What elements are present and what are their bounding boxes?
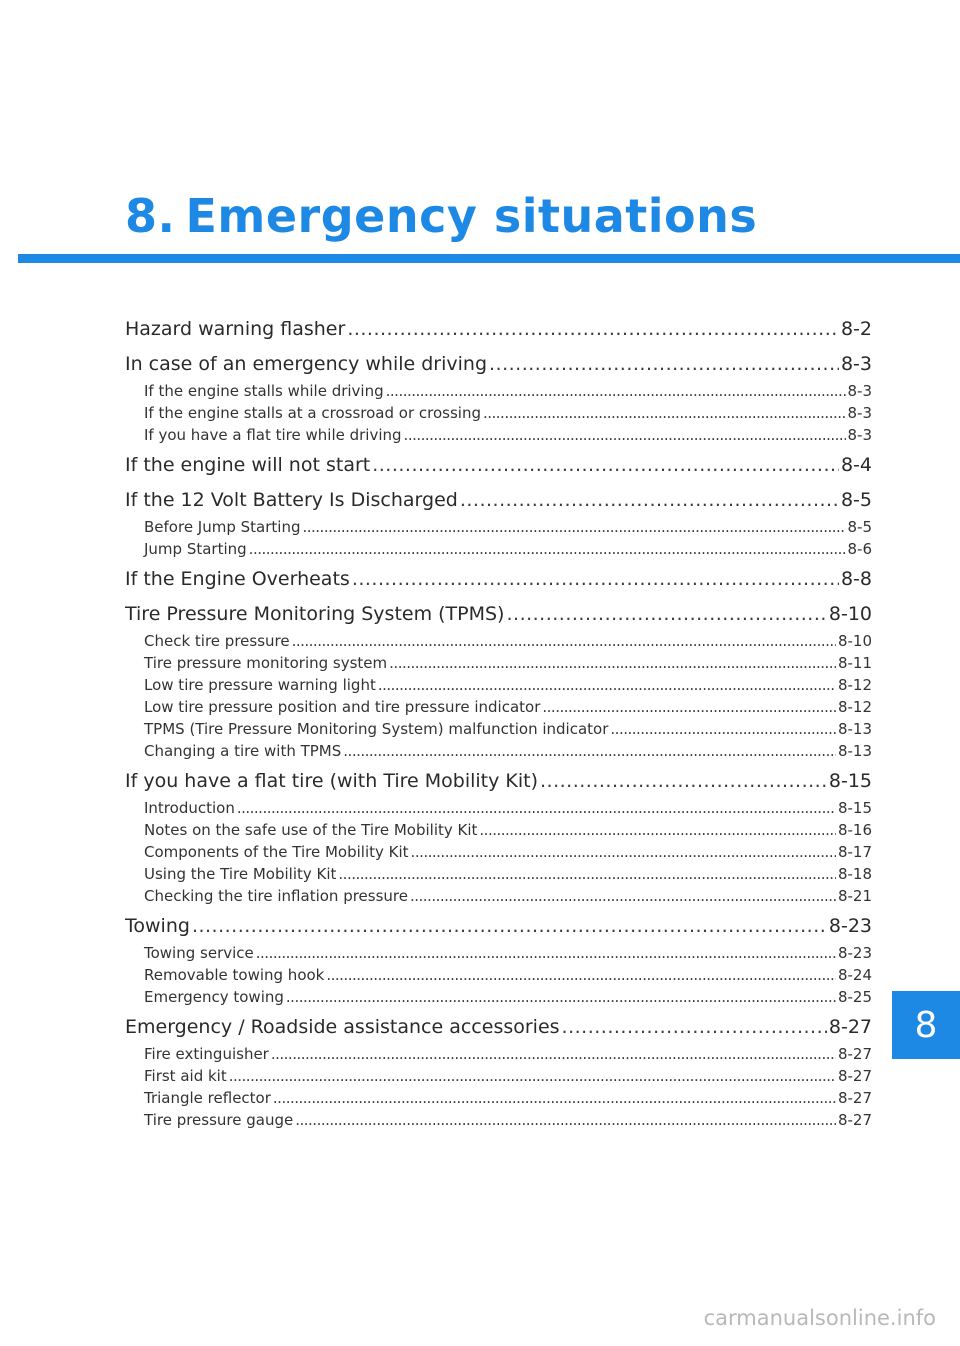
toc-subentry-page: 8-24 bbox=[837, 966, 872, 984]
toc-section bbox=[125, 485, 872, 560]
toc-entry-page: 8-15 bbox=[828, 770, 872, 792]
toc-subentry-page: 8-3 bbox=[847, 404, 872, 422]
toc-entry-page: 8-23 bbox=[828, 915, 872, 937]
toc-section bbox=[125, 1012, 872, 1131]
toc-leader-dots bbox=[229, 1065, 836, 1087]
toc-subentry-label: Changing a tire with TPMS bbox=[144, 742, 342, 760]
toc-subentry-label: Removable towing hook bbox=[144, 966, 325, 984]
toc-entry-label: Hazard warning flasher bbox=[125, 318, 346, 340]
toc-subentry-label: Fire extinguisher bbox=[144, 1045, 269, 1063]
toc-entry-page: 8-27 bbox=[828, 1016, 872, 1038]
toc-subentry-label: Before Jump Starting bbox=[144, 518, 301, 536]
toc-subentry[interactable] bbox=[125, 1087, 872, 1109]
toc-entry-page: 8-3 bbox=[840, 353, 872, 375]
toc-leader-dots bbox=[404, 424, 846, 446]
toc-subentry[interactable] bbox=[125, 538, 872, 560]
toc-subentry-page: 8-3 bbox=[847, 426, 872, 444]
toc-subentry[interactable] bbox=[125, 652, 872, 674]
toc-subentry-page: 8-13 bbox=[837, 742, 872, 760]
toc-leader-dots bbox=[389, 652, 836, 674]
toc-leader-dots bbox=[562, 1012, 827, 1043]
toc-subentry-label: First aid kit bbox=[144, 1067, 227, 1085]
toc-entry[interactable] bbox=[125, 911, 872, 942]
toc-entry-page: 8-8 bbox=[840, 568, 872, 590]
toc-subentry[interactable] bbox=[125, 674, 872, 696]
toc-section bbox=[125, 564, 872, 595]
table-of-contents bbox=[125, 314, 872, 1135]
toc-subentry-page: 8-15 bbox=[837, 799, 872, 817]
toc-subentry[interactable] bbox=[125, 1065, 872, 1087]
toc-subentry-page: 8-17 bbox=[837, 843, 872, 861]
toc-subentry-page: 8-12 bbox=[837, 676, 872, 694]
toc-subentry-label: Low tire pressure warning light bbox=[144, 676, 376, 694]
toc-entry[interactable] bbox=[125, 314, 872, 345]
toc-entry-label: If the 12 Volt Battery Is Discharged bbox=[125, 489, 458, 511]
toc-entry-page: 8-2 bbox=[840, 318, 872, 340]
toc-entry-page: 8-4 bbox=[840, 454, 872, 476]
toc-subentry-label: If the engine stalls while driving bbox=[144, 382, 384, 400]
toc-subentry-page: 8-27 bbox=[837, 1089, 872, 1107]
toc-leader-dots bbox=[540, 766, 827, 797]
toc-subentry[interactable] bbox=[125, 819, 872, 841]
toc-leader-dots bbox=[338, 863, 836, 885]
toc-subentry-label: Using the Tire Mobility Kit bbox=[144, 865, 337, 883]
toc-subentry[interactable] bbox=[125, 1043, 872, 1065]
toc-subentry[interactable] bbox=[125, 1109, 872, 1131]
toc-subentry[interactable] bbox=[125, 740, 872, 762]
toc-leader-dots bbox=[347, 314, 839, 345]
toc-subentry[interactable] bbox=[125, 380, 872, 402]
toc-leader-dots bbox=[378, 674, 836, 696]
chapter-number: 8. bbox=[125, 189, 176, 243]
toc-subentry-label: Introduction bbox=[144, 799, 235, 817]
toc-section bbox=[125, 766, 872, 907]
toc-entry[interactable] bbox=[125, 349, 872, 380]
toc-entry[interactable] bbox=[125, 1012, 872, 1043]
chapter-title bbox=[125, 186, 757, 246]
toc-subentry-label: Components of the Tire Mobility Kit bbox=[144, 843, 409, 861]
toc-entry-label: In case of an emergency while driving bbox=[125, 353, 488, 375]
toc-leader-dots bbox=[343, 740, 836, 762]
toc-subentry-page: 8-27 bbox=[837, 1111, 872, 1129]
toc-section bbox=[125, 599, 872, 762]
toc-leader-dots bbox=[352, 564, 839, 595]
toc-subentry[interactable] bbox=[125, 942, 872, 964]
toc-subentry-page: 8-18 bbox=[837, 865, 872, 883]
toc-entry[interactable] bbox=[125, 450, 872, 481]
toc-leader-dots bbox=[286, 986, 836, 1008]
toc-leader-dots bbox=[295, 1109, 836, 1131]
toc-subentry-label: Emergency towing bbox=[144, 988, 284, 1006]
toc-leader-dots bbox=[542, 696, 836, 718]
toc-leader-dots bbox=[326, 964, 836, 986]
chapter-title-text: Emergency situations bbox=[185, 189, 758, 243]
toc-leader-dots bbox=[479, 819, 836, 841]
chapter-tab[interactable] bbox=[892, 991, 960, 1059]
toc-subentry-label: Towing service bbox=[144, 944, 254, 962]
toc-subentry[interactable] bbox=[125, 885, 872, 907]
toc-leader-dots bbox=[237, 797, 836, 819]
toc-subentry-label: If you have a flat tire while driving bbox=[144, 426, 402, 444]
toc-subentry-page: 8-6 bbox=[847, 540, 872, 558]
toc-entry-label: Tire Pressure Monitoring System (TPMS) bbox=[125, 603, 505, 625]
toc-subentry-label: Tire pressure gauge bbox=[144, 1111, 294, 1129]
toc-subentry[interactable] bbox=[125, 841, 872, 863]
toc-entry[interactable] bbox=[125, 599, 872, 630]
toc-subentry-label: Jump Starting bbox=[144, 540, 247, 558]
toc-subentry-label: Tire pressure monitoring system bbox=[144, 654, 388, 672]
toc-leader-dots bbox=[256, 942, 836, 964]
toc-subentry-label: TPMS (Tire Pressure Monitoring System) malfunction indicator bbox=[144, 720, 609, 738]
toc-leader-dots bbox=[271, 1043, 836, 1065]
toc-leader-dots bbox=[506, 599, 826, 630]
toc-subentry[interactable] bbox=[125, 424, 872, 446]
toc-subentry[interactable] bbox=[125, 964, 872, 986]
toc-subentry-page: 8-13 bbox=[837, 720, 872, 738]
toc-section bbox=[125, 349, 872, 446]
toc-entry-page: 8-5 bbox=[840, 489, 872, 511]
toc-leader-dots bbox=[302, 516, 845, 538]
watermark: carmanualsonline.info bbox=[703, 1306, 936, 1330]
toc-subentry[interactable] bbox=[125, 863, 872, 885]
toc-entry-label: Towing bbox=[125, 915, 190, 937]
toc-subentry[interactable] bbox=[125, 986, 872, 1008]
toc-entry[interactable] bbox=[125, 485, 872, 516]
title-rule bbox=[18, 254, 960, 263]
toc-leader-dots bbox=[483, 402, 846, 424]
toc-subentry-page: 8-3 bbox=[847, 382, 872, 400]
toc-subentry-label: Low tire pressure position and tire pressure indicator bbox=[144, 698, 541, 716]
toc-subentry-page: 8-12 bbox=[837, 698, 872, 716]
toc-entry-label: Emergency / Roadside assistance accessories bbox=[125, 1016, 560, 1038]
toc-subentry-page: 8-27 bbox=[837, 1045, 872, 1063]
toc-subentry-label: Triangle reflector bbox=[144, 1089, 271, 1107]
toc-subentry[interactable] bbox=[125, 630, 872, 652]
toc-leader-dots bbox=[192, 911, 827, 942]
toc-subentry-page: 8-11 bbox=[837, 654, 872, 672]
toc-subentry[interactable] bbox=[125, 402, 872, 424]
toc-entry-label: If you have a flat tire (with Tire Mobility Kit) bbox=[125, 770, 539, 792]
toc-subentry-page: 8-5 bbox=[847, 518, 872, 536]
toc-subentry-page: 8-23 bbox=[837, 944, 872, 962]
toc-leader-dots bbox=[460, 485, 839, 516]
toc-leader-dots bbox=[610, 718, 836, 740]
toc-entry-label: If the Engine Overheats bbox=[125, 568, 350, 590]
toc-subentry[interactable] bbox=[125, 516, 872, 538]
toc-subentry-page: 8-10 bbox=[837, 632, 872, 650]
toc-leader-dots bbox=[372, 450, 839, 481]
toc-subentry-page: 8-27 bbox=[837, 1067, 872, 1085]
toc-subentry-label: If the engine stalls at a crossroad or crossing bbox=[144, 404, 481, 422]
toc-entry[interactable] bbox=[125, 766, 872, 797]
toc-subentry-label: Checking the tire inflation pressure bbox=[144, 887, 408, 905]
toc-subentry[interactable] bbox=[125, 797, 872, 819]
toc-leader-dots bbox=[273, 1087, 836, 1109]
toc-entry-page: 8-10 bbox=[828, 603, 872, 625]
toc-subentry-page: 8-21 bbox=[837, 887, 872, 905]
toc-leader-dots bbox=[292, 630, 836, 652]
toc-subentry[interactable] bbox=[125, 718, 872, 740]
toc-section bbox=[125, 314, 872, 345]
toc-leader-dots bbox=[489, 349, 839, 380]
toc-subentry-page: 8-16 bbox=[837, 821, 872, 839]
toc-subentry-label: Notes on the safe use of the Tire Mobility Kit bbox=[144, 821, 478, 839]
toc-entry-label: If the engine will not start bbox=[125, 454, 371, 476]
toc-section bbox=[125, 911, 872, 1008]
toc-subentry-page: 8-25 bbox=[837, 988, 872, 1006]
toc-leader-dots bbox=[410, 885, 836, 907]
toc-leader-dots bbox=[411, 841, 836, 863]
toc-leader-dots bbox=[386, 380, 846, 402]
toc-subentry-label: Check tire pressure bbox=[144, 632, 290, 650]
toc-leader-dots bbox=[249, 538, 846, 560]
toc-subentry[interactable] bbox=[125, 696, 872, 718]
toc-section bbox=[125, 450, 872, 481]
chapter-tab-number: 8 bbox=[914, 1004, 938, 1046]
toc-entry[interactable] bbox=[125, 564, 872, 595]
